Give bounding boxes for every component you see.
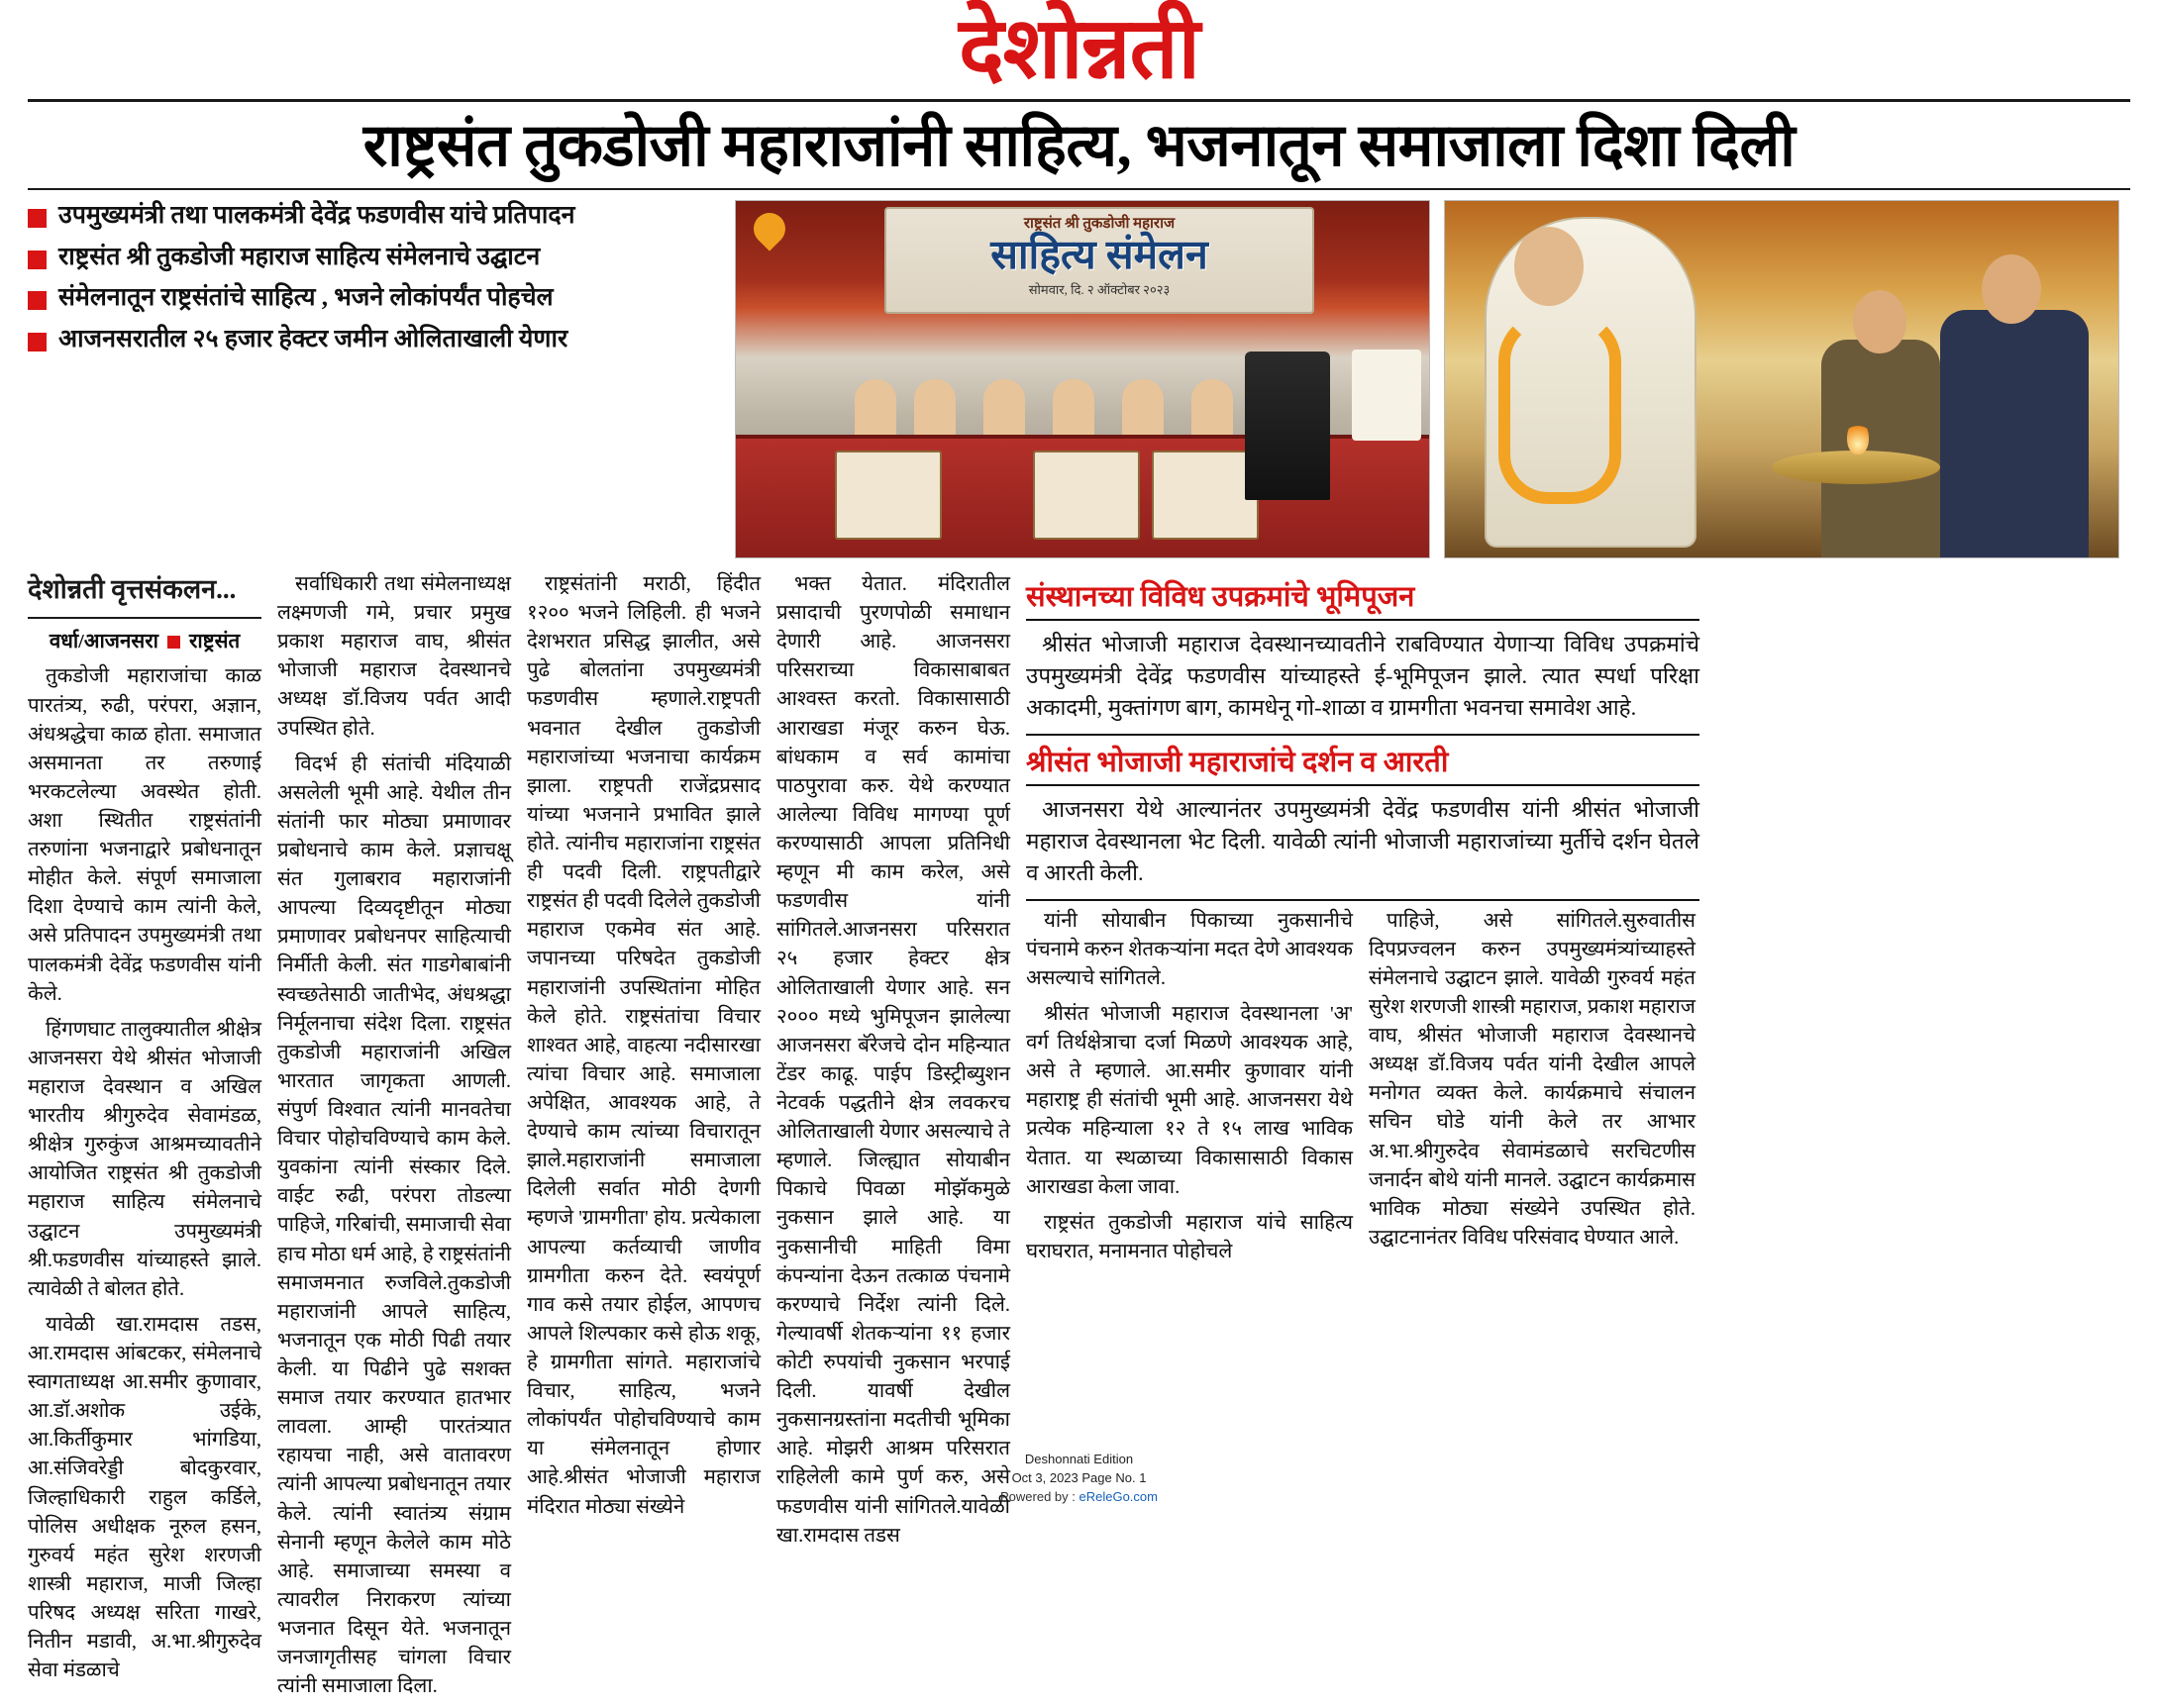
sidebar-box-bhumipujan bbox=[1026, 576, 1699, 724]
byline: देशोन्नती वृत्तसंकलन... bbox=[28, 570, 261, 619]
aarti-flame-icon bbox=[1847, 421, 1869, 454]
paragraph: भक्त येतात. मंदिरातील प्रसादाची पुरणपोळी समाधान देणारी आहे. आजनसरा परिसराच्या विकासाबाबत आश्वस्त करतो. विकासासाठी आराखडा मंजूर करुन घेऊ. बांधकाम व सर्व कामांचा पाठपुरावा करु. येथे करण्यात आलेल्या विविध मागण्या पूर्ण करण्यासाठी आपला प्रतिनिधी म्हणून मी काम करेल, असे फडणवीस यांनी सांगितले.आजनसरा परिसरात २५ हजार हेक्टर क्षेत्र ओलिताखाली येणार आहे. सन २००० मध्ये भुमिपूजन झालेल्या आजनसरा बॅरेजचे दोन महिन्यात टेंडर काढू. पाईप डिस्ट्रीब्युशन नेटवर्क पद्धतीने क्षेत्र लवकरच ओलिताखाली येणार असल्याचे ते म्हणाले. जिल्ह्यात सोयाबीन पिकाचे पिवळा मोझॅकमुळे नुकसान झाले आहे. या नुकसानीची माहिती विमा कंपन्यांना देऊन तत्काळ पंचनामे करण्याचे निर्देश त्यांनी दिले. गेल्यावर्षी शेतकऱ्यांना ११ हजार कोटी रुपयांची नुकसान भरपाई दिली. यावर्षी देखील नुकसानग्रस्तांना मदतीची भूमिका आहे. मोझरी आश्रम परिसरात राहिलेली कामे पुर्ण करु, असे फडणवीस यांनी सांगितले.यावेळी खा.रामदास तडस bbox=[776, 573, 1010, 1547]
paragraph: श्रीसंत भोजाजी महाराज देवस्थानला 'अ' वर्ग तिर्थक्षेत्राचा दर्जा मिळणे आवश्यक आहे, असे ते म्हणाले. आ.समीर कुणावार यांनी महाराष्ट्र ही संतांची भूमी आहे. आजनसरा येथे प्रत्येक महिन्याला १२ ते १५ लाख भाविक येतात. या स्थळाच्या विकासासाठी विकास आराखडा केला जावा. bbox=[1026, 1002, 1353, 1198]
top-zone bbox=[28, 200, 2130, 558]
paragraph: हिंगणघाट तालुक्यातील श्रीक्षेत्र आजनसरा येथे श्रीसंत भोजाजी महाराज देवस्थान व अखिल भारतीय श्रीगुरुदेव सेवामंडळ, श्रीक्षेत्र गुरुकुंज आश्रमच्यावतीने आयोजित राष्ट्रसंत श्री तुकडोजी महाराज साहित्य संमेलनाचे उद्घाटन उपमुख्यमंत्री श्री.फडणवीस यांच्याहस्ते झाले. त्यावेळी ते बोलत होते. bbox=[28, 1018, 261, 1300]
paragraph: तुकडोजी महाराजांचा काळ पारतंत्र्य, रुढी, परंपरा, अज्ञान, अंधश्रद्धेचा काळ होता. समाजात असमानता तर तरुणाई भरकटलेल्या अवस्थेत होती. अशा स्थितीत राष्ट्रसंतांनी तरुणांना भजनाद्वारे प्रबोधनातून मोहीत केले. संपूर्ण समाजाला दिशा देण्याचे काम त्यांनी केले, असे प्रतिपादन उपमुख्यमंत्री तथा पालकमंत्री देवेंद्र फडणवीस यांनी केले. bbox=[28, 665, 261, 1005]
stage-person bbox=[914, 379, 956, 441]
stage-person bbox=[1053, 379, 1094, 441]
footer-powered-by bbox=[0, 1488, 2158, 1507]
tail-columns bbox=[1026, 907, 1699, 1273]
footer-date-page: Oct 3, 2023 Page No. 1 bbox=[1011, 1470, 1147, 1486]
sidebar-box-text: आजनसरा येथे आल्यानंतर उपमुख्यमंत्री देवेंद्र फडणवीस यांनी श्रीसंत भोजाजी महाराज देवस्थानला भेट दिली. यावेळी त्यांनी भोजाजी महाराजांच्या मुर्तीचे दर्शन घेतले व आरती केली. bbox=[1026, 796, 1699, 885]
red-square-icon bbox=[167, 636, 180, 649]
paragraph: राष्ट्रसंतांनी मराठी, हिंदीत १२०० भजने लिहिली. ही भजने देशभरात प्रसिद्ध झालीत, असे पुढे बोलतांना उपमुख्यमंत्री फडणवीस म्हणाले.राष्ट्रपती भवनात देखील तुकडोजी महाराजांच्या भजनाचा कार्यक्रम झाला. राष्ट्रपती राजेंद्रप्रसाद यांच्या भजनाने प्रभावित झाले होते. त्यांनीच महाराजांना राष्ट्रसंत ही पदवी दिली. राष्ट्रपतीद्वारे राष्ट्रसंत ही पदवी दिलेले तुकडोजी महाराज एकमेव संत आहे. जपानच्या परिषदेत तुकडोजी महाराजांनी उपस्थितांना मोहित केले होते. राष्ट्रसंतांचा विचार शाश्वत आहे, वाहत्या नदीसारखा त्यांचा विचार आहे. समाजाला अपेक्षित, आवश्यक आहे, ते देण्याचे काम त्यांच्या विचारातून झाले.महाराजांनी समाजाला दिलेली सर्वात मोठी देणगी म्हणजे 'ग्रामगीता' होय. प्रत्येकाला आपल्या कर्तव्याची जाणीव ग्रामगीता करुन देते. स्वयंपूर्ण गाव कसे तयार होईल, आपणच आपले शिल्पकार कसे होऊ शकू, हे ग्रामगीता सांगते. महाराजांचे विचार, साहित्य, भजने लोकांपर्यंत पोहोचविण्याचे काम या संमेलनातून होणार आहे.श्रीसंत भोजाजी महाराज मंदिरात मोठ्या संख्येने bbox=[527, 573, 761, 1518]
list-item bbox=[28, 200, 721, 233]
bullet-label: संमेलनातून राष्ट्रसंतांचे साहित्य , भजने लोकांपर्यंत पोहचेल bbox=[58, 284, 554, 311]
person-head bbox=[1853, 290, 1906, 353]
bullet-label: आजनसरातील २५ हजार हेक्टर जमीन ओलिताखाली येणार bbox=[58, 325, 568, 352]
masthead-title: देशोन्नती bbox=[959, 1, 1199, 96]
dais-portrait-panel bbox=[1033, 451, 1140, 540]
photo-aarti-darshan bbox=[1444, 200, 2119, 558]
stage-banner-title: साहित्य संमेलन bbox=[990, 232, 1208, 277]
paragraph: यावेळी खा.रामदास तडस, आ.रामदास आंबटकर, संमेलनाचे स्वागताध्यक्ष आ.समीर कुणावार, आ.डॉ.अशोक उईके, आ.किर्तीकुमार भांगडिया, आ.संजिवरेड्डी बोदकुरवार, जिल्हाधिकारी राहुल कर्डिले, पोलिस अधीक्षक नूरुल हसन, गुरुवर्य महंत सुरेश शरणजी शास्त्री महाराज, माजी जिल्हा परिषद अध्यक्ष सरिता गाखरे, नितीन मडावी, अ.भा.श्रीगुरुदेव सेवा मंडळाचे bbox=[28, 1313, 261, 1682]
stage-person bbox=[983, 379, 1025, 441]
list-item bbox=[28, 282, 721, 315]
paragraph: पाहिजे, असे सांगितले.सुरुवातीस दिपप्रज्वलन करुन उपमुख्यमंत्र्यांच्याहस्ते संमेलनाचे उद्घाटन झाले. यावेळी गुरुवर्य महंत सुरेश शरणजी शास्त्री महाराज, प्रकाश महाराज वाघ, श्रीसंत भोजाजी महाराज देवस्थानचे अध्यक्ष डॉ.विजय पर्वत यांनी देखील आपले मनोगत व्यक्त केले. कार्यक्रमाचे संचालन सचिन घोडे यांनी केले तर आभार अ.भा.श्रीगुरुदेव सेवामंडळाचे सरचिटणीस जनार्दन बोथे यांनी मानले. उद्घाटन कार्यक्रमास भाविक मोठ्या संख्येने उपस्थित होते. उद्घाटनानंतर विविध परिसंवाद घेण्यात आले. bbox=[1369, 909, 1696, 1249]
paragraph: यांनी सोयाबीन पिकाच्या नुकसानीचे पंचनामे करुन शेतकऱ्यांना मदत देणे आवश्यक असल्याचे सांगितले. bbox=[1026, 909, 1353, 989]
paragraph: सर्वाधिकारी तथा संमेलनाध्यक्ष लक्ष्मणजी गमे, प्रचार प्रमुख प्रकाश महाराज वाघ, श्रीसंत भोजाजी महाराज देवस्थानचे अध्यक्ष डॉ.विजय पर्वत आदी उपस्थित होते. bbox=[277, 573, 511, 740]
tail-divider bbox=[1026, 899, 1699, 901]
article-body bbox=[28, 570, 2130, 1708]
page-headline: राष्ट्रसंत तुकडोजी महाराजांनी साहित्य, भजनातून समाजाला दिशा दिली bbox=[362, 113, 1796, 178]
sidebar-box-heading: संस्थानच्या विविध उपक्रमांचे भूमिपूजन bbox=[1026, 576, 1699, 621]
podium-logo bbox=[1352, 350, 1421, 441]
aarti-thali bbox=[1772, 451, 1940, 484]
paragraph: विदर्भ ही संतांची मंदियाळी असलेली भूमी आहे. येथील तीन संतांनी फार मोठ्या प्रमाणावर प्रबोधनाचे काम केले. प्रज्ञाचक्षू संत गुलाबराव महाराजांनी आपल्या दिव्यदृष्टीतून मोठ्या प्रमाणावर प्रबोधनपर साहित्याची निर्मीती केली. संत गाडगेबाबांनी स्वच्छतेसाठी जातीभेद, अंधश्रद्धा निर्मूलनाचा संदेश दिला. राष्ट्रसंत तुकडोजी महाराजांनी अखिल भारतात जागृकता आणली. संपुर्ण विश्वात त्यांनी मानवतेचा विचार पोहोचविण्याचे काम केले. युवकांना त्यांनी संस्कार दिले. वाईट रुढी, परंपरा तोडल्या पाहिजे, गरिबांची, समाजाची सेवा हाच मोठा धर्म आहे, हे राष्ट्रसंतांनी समाजमनात रुजविले.तुकडोजी महाराजांनी आपले साहित्य, भजनातून एक मोठी पिढी तयार केली. या पिढीने पुढे सशक्त समाज तयार करण्यात हातभार लावला. आम्ही पारतंत्र्यात रहायचा नाही, असे वातावरण त्यांनी आपल्या प्रबोधनातून तयार केले. त्यांनी स्वातंत्र्य संग्राम सेनानी म्हणून केलेले काम मोठे आहे. समाजाच्या समस्या व त्यावरील निराकरण त्यांच्या भजनात दिसून येते. भजनातून जनजागृतीसह चांगला विचार त्यांनी समाजाला दिला. bbox=[277, 753, 511, 1698]
stage-person bbox=[855, 379, 896, 441]
article-column-6 bbox=[1369, 907, 1696, 1273]
red-square-icon bbox=[28, 251, 47, 269]
stage-banner bbox=[884, 207, 1314, 314]
sidebar-box-heading: श्रीसंत भोजाजी महाराजांचे दर्शन व आरती bbox=[1026, 742, 1699, 786]
list-item bbox=[28, 242, 721, 274]
paragraph: राष्ट्रसंत तुकडोजी महाराज यांचे साहित्य घराघरात, मनामनात पोहोचले bbox=[1026, 1211, 1353, 1262]
dateline-agency: राष्ट्रसंत bbox=[188, 631, 241, 653]
headline-divider bbox=[28, 188, 2130, 190]
person-figure bbox=[1940, 310, 2089, 557]
page-footer bbox=[0, 1451, 2158, 1507]
footer-brand-link[interactable]: eReleGo.com bbox=[1079, 1489, 1158, 1505]
article-column-1 bbox=[28, 570, 261, 1708]
dateline-place: वर्धा/आजनसरा bbox=[49, 631, 158, 653]
location-pin-icon bbox=[747, 206, 791, 251]
bullet-list bbox=[28, 200, 721, 364]
bullet-label: राष्ट्रसंत श्री तुकडोजी महाराज साहित्य संमेलनाचे उद्घाटन bbox=[58, 243, 541, 270]
dateline bbox=[28, 628, 261, 656]
article-column-2 bbox=[277, 570, 511, 1708]
stage-banner-subtitle: राष्ट्रसंत श्री तुकडोजी महाराज bbox=[1023, 216, 1176, 232]
garland bbox=[1498, 312, 1621, 504]
footer-powered-prefix: Powered by : bbox=[1000, 1489, 1079, 1505]
sidebar-box-text: श्रीसंत भोजाजी महाराज देवस्थानच्यावतीने राबविण्यात येणाऱ्या विविध उपक्रमांचे उपमुख्यमंत्री देवेंद्र फडणवीस यांच्याहस्ते ई-भूमिपूजन झाले. त्यात स्पर्धा परिक्षा अकादमी, मुक्तांगण बाग, कामधेनू गो-शाळा व ग्रामगीता भवनचा समावेश आहे. bbox=[1026, 632, 1699, 720]
bullet-label: उपमुख्यमंत्री तथा पालकमंत्री देवेंद्र फडणवीस यांचे प्रतिपादन bbox=[58, 202, 575, 229]
article-column-3 bbox=[527, 570, 761, 1708]
article-column-4 bbox=[776, 570, 1010, 1708]
article-column-5 bbox=[1026, 907, 1353, 1273]
sidebar-divider bbox=[1026, 734, 1699, 736]
red-square-icon bbox=[28, 291, 47, 310]
footer-edition: Deshonnati Edition bbox=[1024, 1452, 1134, 1467]
dais-portrait-panel bbox=[1152, 451, 1259, 540]
speaker-podium bbox=[1245, 352, 1330, 500]
red-square-icon bbox=[28, 209, 47, 228]
idol-head bbox=[1514, 227, 1584, 306]
person-head bbox=[1982, 254, 2041, 324]
stage-person bbox=[1191, 379, 1233, 441]
masthead bbox=[28, 0, 2130, 96]
red-square-icon bbox=[28, 333, 47, 352]
dais-portrait-panel bbox=[835, 451, 942, 540]
right-zone bbox=[1026, 570, 1699, 1708]
photo-sahitya-sammelan-stage bbox=[735, 200, 1430, 558]
list-item bbox=[28, 324, 721, 356]
stage-person bbox=[1122, 379, 1164, 441]
person-figure bbox=[1821, 340, 1940, 557]
stage-banner-date: सोमवार, दि. २ ऑक्टोबर २०२३ bbox=[1028, 282, 1171, 297]
sidebar-box-darshan bbox=[1026, 742, 1699, 889]
